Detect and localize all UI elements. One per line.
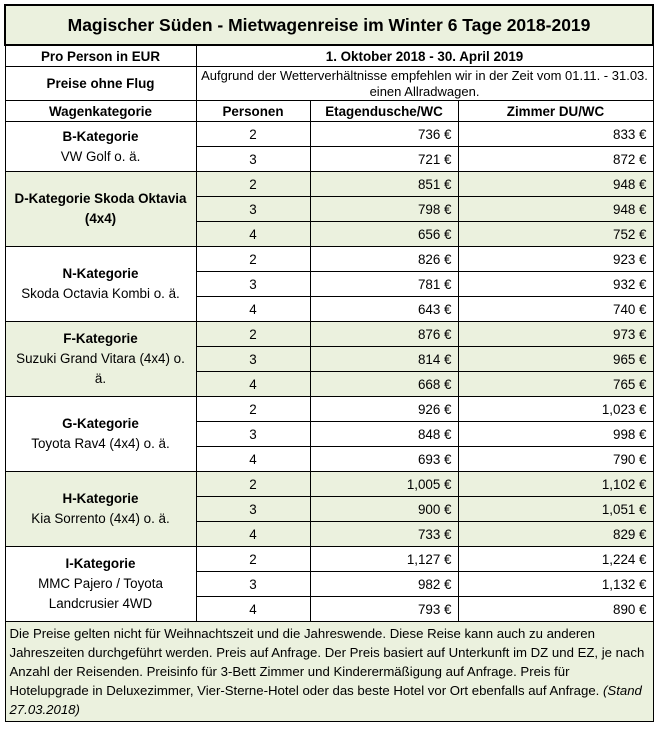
category-vehicle: VW Golf o. ä. xyxy=(60,148,141,164)
category-cell xyxy=(5,397,196,472)
room-shower-price: 1,051 € xyxy=(458,497,653,522)
price-row xyxy=(5,172,653,197)
persons-cell: 3 xyxy=(196,497,310,522)
price-row xyxy=(5,397,653,422)
floor-shower-price: 656 € xyxy=(310,222,458,247)
floor-shower-price: 721 € xyxy=(310,147,458,172)
no-flight-label: Preise ohne Flug xyxy=(5,67,196,101)
persons-cell: 3 xyxy=(196,197,310,222)
table-title: Magischer Süden - Mietwagenreise im Winter 6 Tage 2018-2019 xyxy=(5,5,653,45)
persons-cell: 2 xyxy=(196,472,310,497)
category-name: H-Kategorie xyxy=(62,491,139,506)
footer-note xyxy=(5,622,653,722)
floor-shower-price: 876 € xyxy=(310,322,458,347)
floor-shower-price: 643 € xyxy=(310,297,458,322)
room-shower-price: 752 € xyxy=(458,222,653,247)
title-row xyxy=(5,5,653,45)
room-shower-price: 948 € xyxy=(458,172,653,197)
room-shower-price: 790 € xyxy=(458,447,653,472)
floor-shower-price: 851 € xyxy=(310,172,458,197)
room-shower-price: 932 € xyxy=(458,272,653,297)
floor-shower-price: 982 € xyxy=(310,572,458,597)
category-vehicle: Kia Sorrento (4x4) o. ä. xyxy=(31,511,170,526)
category-name: F-Kategorie xyxy=(63,331,138,346)
category-name: I-Kategorie xyxy=(65,556,136,571)
persons-cell: 2 xyxy=(196,247,310,272)
floor-shower-price: 926 € xyxy=(310,397,458,422)
footer-row xyxy=(5,622,653,722)
persons-cell: 3 xyxy=(196,347,310,372)
category-cell xyxy=(5,122,196,172)
footer-text: Die Preise gelten nicht für Weihnachtszeit und die Jahreswende. Diese Reise kann auch zu anderen Jahreszeiten durchgeführt werden. Preis auf Anfrage. Der Preis basiert auf Unterkunft im DZ und EZ, je nach Anzahl der Reisenden. Preisinfo für 3-Bett Zimmer und Kinderermäßigung auf Anfrage. Preis für Hotelupgrade in Deluxezimmer, Vier-Sterne-Hotel oder das beste Hotel vor Ort ebenfalls auf Anfrage. xyxy=(9,626,645,698)
price-row xyxy=(5,322,653,347)
category-cell xyxy=(5,547,196,622)
floor-shower-price: 668 € xyxy=(310,372,458,397)
persons-cell: 4 xyxy=(196,447,310,472)
persons-cell: 3 xyxy=(196,147,310,172)
persons-cell: 2 xyxy=(196,172,310,197)
persons-cell: 4 xyxy=(196,297,310,322)
room-shower-price: 1,102 € xyxy=(458,472,653,497)
price-row xyxy=(5,122,653,147)
persons-cell: 4 xyxy=(196,372,310,397)
room-shower-price: 1,224 € xyxy=(458,547,653,572)
room-shower-price: 923 € xyxy=(458,247,653,272)
category-vehicle: Skoda Octavia Kombi o. ä. xyxy=(21,286,180,301)
floor-shower-price: 733 € xyxy=(310,522,458,547)
room-shower-price: 973 € xyxy=(458,322,653,347)
floor-shower-price: 798 € xyxy=(310,197,458,222)
column-header-row xyxy=(5,101,653,122)
category-cell xyxy=(5,322,196,397)
persons-cell: 2 xyxy=(196,322,310,347)
persons-cell: 4 xyxy=(196,597,310,622)
persons-cell: 3 xyxy=(196,272,310,297)
persons-cell: 2 xyxy=(196,397,310,422)
category-cell xyxy=(5,172,196,247)
header-category: Wagenkategorie xyxy=(5,101,196,122)
floor-shower-price: 693 € xyxy=(310,447,458,472)
weather-notice: Aufgrund der Wetterverhältnisse empfehlen wir in der Zeit vom 01.11. - 31.03. einen Allradwagen. xyxy=(196,67,653,101)
room-shower-price: 998 € xyxy=(458,422,653,447)
floor-shower-price: 848 € xyxy=(310,422,458,447)
category-name: B-Kategorie xyxy=(62,128,139,144)
room-shower-price: 872 € xyxy=(458,147,653,172)
category-vehicle: MMC Pajero / Toyota Landcrusier 4WD xyxy=(38,576,163,611)
price-row xyxy=(5,472,653,497)
currency-label: Pro Person in EUR xyxy=(5,45,196,67)
room-shower-price: 1,023 € xyxy=(458,397,653,422)
category-cell xyxy=(5,247,196,322)
room-shower-price: 740 € xyxy=(458,297,653,322)
category-name: G-Kategorie xyxy=(62,416,139,431)
floor-shower-price: 736 € xyxy=(310,122,458,147)
floor-shower-price: 826 € xyxy=(310,247,458,272)
room-shower-price: 965 € xyxy=(458,347,653,372)
persons-cell: 2 xyxy=(196,547,310,572)
price-table xyxy=(4,4,654,722)
floor-shower-price: 793 € xyxy=(310,597,458,622)
header-persons: Personen xyxy=(196,101,310,122)
period-row xyxy=(5,45,653,67)
price-row xyxy=(5,547,653,572)
room-shower-price: 829 € xyxy=(458,522,653,547)
category-rows xyxy=(5,122,653,622)
notice-row xyxy=(5,67,653,101)
room-shower-price: 765 € xyxy=(458,372,653,397)
price-row xyxy=(5,247,653,272)
room-shower-price: 833 € xyxy=(458,122,653,147)
category-name: D-Kategorie Skoda Oktavia (4x4) xyxy=(14,191,187,226)
persons-cell: 4 xyxy=(196,522,310,547)
room-shower-price: 1,132 € xyxy=(458,572,653,597)
footer-stand-date: (Stand 27.03.2018) xyxy=(9,683,642,717)
floor-shower-price: 1,127 € xyxy=(310,547,458,572)
persons-cell: 3 xyxy=(196,422,310,447)
footer-body xyxy=(5,622,653,722)
period-label: 1. Oktober 2018 - 30. April 2019 xyxy=(196,45,653,67)
floor-shower-price: 781 € xyxy=(310,272,458,297)
category-vehicle: Suzuki Grand Vitara (4x4) o. ä. xyxy=(16,351,185,386)
price-table-body xyxy=(5,5,653,122)
floor-shower-price: 1,005 € xyxy=(310,472,458,497)
header-floor-shower: Etagendusche/WC xyxy=(310,101,458,122)
persons-cell: 3 xyxy=(196,572,310,597)
persons-cell: 2 xyxy=(196,122,310,147)
category-name: N-Kategorie xyxy=(62,266,139,281)
category-cell xyxy=(5,472,196,547)
persons-cell: 4 xyxy=(196,222,310,247)
floor-shower-price: 814 € xyxy=(310,347,458,372)
floor-shower-price: 900 € xyxy=(310,497,458,522)
room-shower-price: 890 € xyxy=(458,597,653,622)
room-shower-price: 948 € xyxy=(458,197,653,222)
category-vehicle: Toyota Rav4 (4x4) o. ä. xyxy=(31,436,170,451)
header-room-shower: Zimmer DU/WC xyxy=(458,101,653,122)
